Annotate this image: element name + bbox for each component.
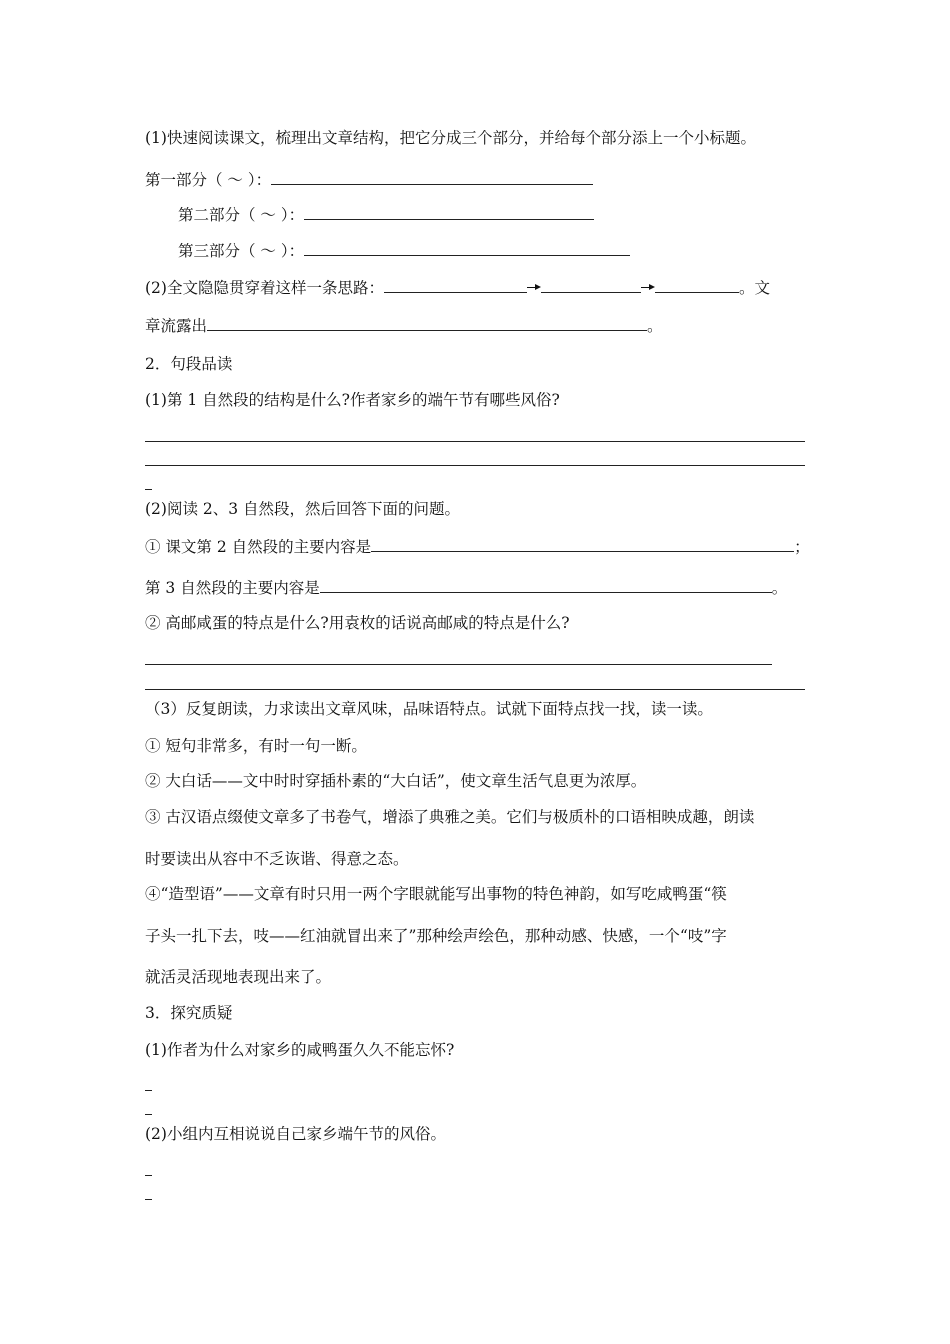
para-3-label: 第 3 自然段的主要内容是 — [145, 579, 320, 597]
answer-dash — [145, 1090, 152, 1091]
answer-line[interactable] — [145, 465, 805, 466]
part-1-blank[interactable] — [271, 170, 593, 185]
arrow-right-icon — [641, 283, 655, 293]
question-2-1: (1)第 1 自然段的结构是什么?作者家乡的端午节有哪些风俗? — [145, 391, 560, 409]
answer-line[interactable] — [145, 441, 805, 442]
thought-path-end: 。文 — [738, 279, 770, 297]
question-2-2: (2)阅读 2、3 自然段，然后回答下面的问题。 — [145, 500, 461, 518]
feature-1: ① 短句非常多，有时一句一断。 — [145, 737, 367, 755]
question-2-3: （3）反复朗读，力求读出文章风味，品味语特点。试就下面特点找一找，读一读。 — [145, 700, 713, 718]
question-3-2: (2)小组内互相说说自己家乡端午节的风俗。 — [145, 1125, 446, 1143]
part-1-label: 第一部分（ ～ ）： — [145, 171, 272, 189]
question-2-2-3: ② 高邮咸蛋的特点是什么?用袁枚的话说高邮咸的特点是什么? — [145, 614, 570, 632]
thought-path-line — [145, 278, 770, 298]
part-3-line — [178, 241, 630, 261]
part-2-blank[interactable] — [304, 205, 594, 220]
feature-2: ② 大白话——文中时时穿插朴素的“大白话”，使文章生活气息更为浓厚。 — [145, 772, 647, 790]
feature-4-line-1: ④“造型语”——文章有时只用一两个字眼就能写出事物的特色神韵，如写吃咸鸭蛋“筷 — [145, 885, 727, 903]
emotion-blank[interactable] — [207, 316, 647, 331]
part-1-line — [145, 170, 593, 190]
part-3-blank[interactable] — [304, 241, 630, 256]
feature-4-line-2: 子头一扎下去，吱——红油就冒出来了”那种绘声绘色，那种动感、快感，一个“吱”字 — [145, 927, 727, 945]
thought-path-label: (2)全文隐隐贯穿着这样一条思路： — [145, 279, 384, 297]
answer-line[interactable] — [145, 664, 772, 665]
para-2-blank[interactable] — [371, 537, 794, 552]
thought-blank-1[interactable] — [384, 278, 527, 293]
section-3-heading: 3．探究质疑 — [145, 1004, 233, 1022]
section-2-heading: 2．句段品读 — [145, 355, 233, 373]
part-3-label: 第三部分（ ～ ）： — [178, 242, 305, 260]
emotion-end: 。 — [647, 317, 663, 335]
answer-dash — [145, 1175, 152, 1176]
para-3-blank[interactable] — [320, 578, 772, 593]
emotion-label: 章流露出 — [145, 317, 208, 335]
thought-blank-3[interactable] — [655, 278, 739, 293]
emotion-line — [145, 316, 663, 336]
answer-dash — [145, 489, 152, 490]
arrow-right-icon — [527, 283, 541, 293]
feature-3-line-1: ③ 古汉语点缀使文章多了书卷气，增添了典雅之美。它们与极质朴的口语相映成趣，朗读 — [145, 808, 755, 826]
answer-dash — [145, 1199, 152, 1200]
feature-3-line-2: 时要读出从容中不乏诙谐、得意之态。 — [145, 850, 409, 868]
para-3-line — [145, 578, 787, 598]
para-2-line — [145, 537, 810, 557]
part-2-label: 第二部分（ ～ ）： — [178, 206, 305, 224]
question-3-1: (1)作者为什么对家乡的咸鸭蛋久久不能忘怀? — [145, 1041, 455, 1059]
answer-dash — [145, 1114, 152, 1115]
para-3-end: 。 — [771, 579, 788, 597]
feature-4-line-3: 就活灵活现地表现出来了。 — [145, 968, 332, 986]
para-2-end: ； — [794, 538, 810, 556]
para-2-label: ① 课文第 2 自然段的主要内容是 — [145, 538, 372, 556]
question-1-1: (1)快速阅读课文，梳理出文章结构，把它分成三个部分，并给每个部分添上一个小标题。 — [145, 129, 756, 147]
part-2-line — [178, 205, 594, 225]
answer-line[interactable] — [145, 689, 805, 690]
thought-blank-2[interactable] — [541, 278, 641, 293]
